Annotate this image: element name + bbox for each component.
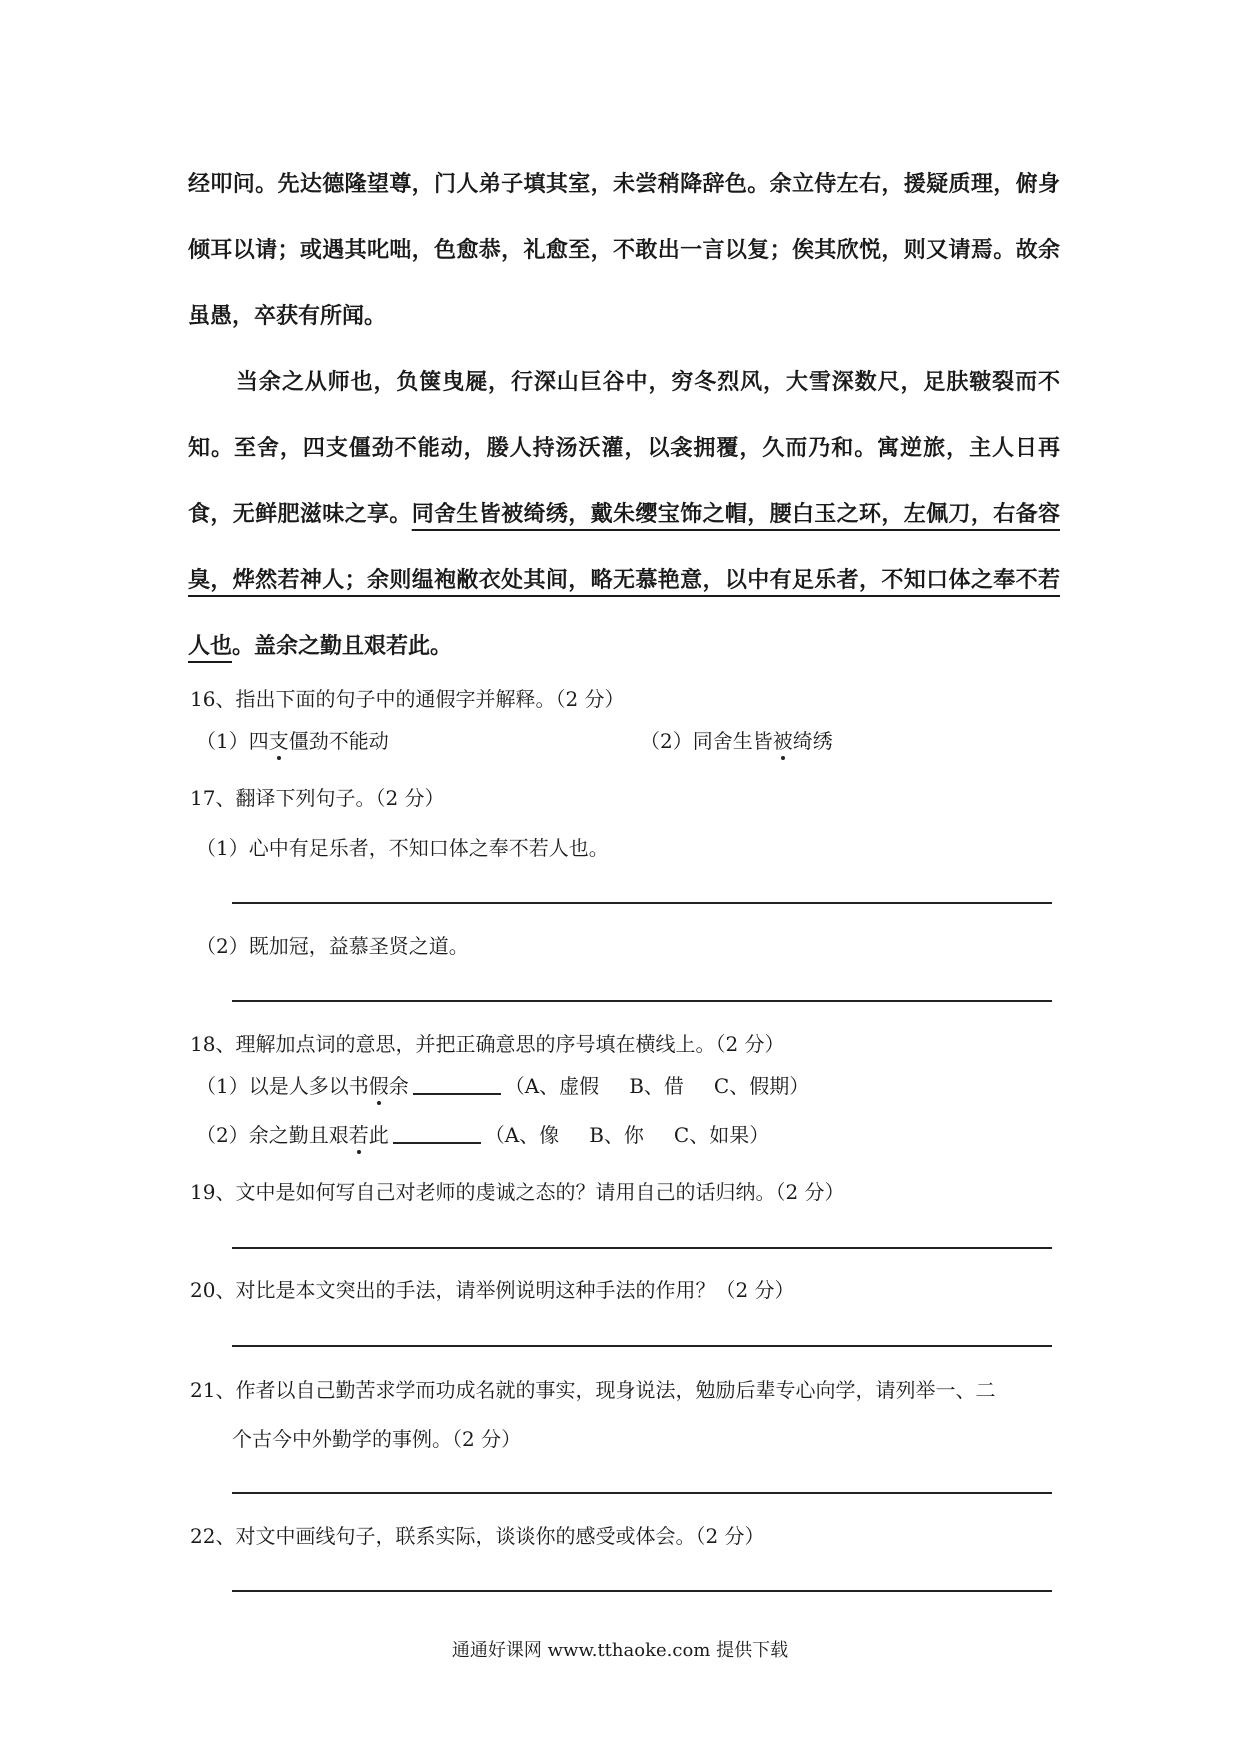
dotted-char: 被 (773, 725, 793, 754)
passage-paragraph-1 (188, 152, 1060, 350)
passage-text-1: 经叩问。先达德隆望尊，门人弟子填其室，未尝稍降辞色。余立侍左右，援疑质理，俯身倾耳以请；或遇其叱咄，色愈恭，礼愈至，不敢出一言以复；俟其欣悦，则又请焉。故余虽愚，卒获有所闻。 (188, 172, 1060, 329)
question-16-title: 16、指出下面的句子中的通假字并解释。（2 分） (190, 687, 625, 711)
passage-text-2 (188, 350, 1060, 680)
question-16-item-1: （1）四支僵劲不能动 (196, 725, 389, 754)
answer-line-17-1[interactable] (232, 902, 1052, 904)
fill-blank-18-1[interactable] (413, 1075, 501, 1095)
passage-text-2-before: 当余之从师也，负箧曳屣，行深山巨谷中，穷冬烈风，大雪深数尺，足肤皲裂而不知。至舍，四支僵劲不能动，媵人持汤沃灌，以衾拥覆，久而乃和。寓逆旅，主人日再食，无鲜肥滋味之享。 (188, 370, 1060, 527)
question-17-title: 17、翻译下列句子。（2 分） (190, 786, 445, 810)
question-17-item-2: （2）既加冠，益慕圣贤之道。 (196, 934, 469, 958)
question-18-item-2: （2）余之勤且艰若此 （A、像 B、你 C、如果） (196, 1119, 769, 1148)
dotted-char: 假 (369, 1070, 389, 1099)
question-18-title: 18、理解加点词的意思，并把正确意思的序号填在横线上。（2 分） (190, 1032, 785, 1056)
question-21-line-2: 个古今中外勤学的事例。（2 分） (232, 1427, 522, 1451)
question-16-item-2: （2）同舍生皆被绮绣 (640, 725, 833, 754)
page-footer: 通通好课网 www.tthaoke.com 提供下载 (451, 1640, 789, 1661)
question-21-line-1: 21、作者以自己勤苦求学而功成名就的事实，现身说法，勉励后辈专心向学，请列举一、二 (190, 1378, 996, 1402)
answer-line-17-2[interactable] (232, 1000, 1052, 1002)
question-20-title: 20、对比是本文突出的手法，请举例说明这种手法的作用？（2 分） (190, 1278, 795, 1302)
dotted-char: 支 (269, 725, 289, 754)
answer-line-19[interactable] (232, 1247, 1052, 1249)
question-17-item-1: （1）心中有足乐者，不知口体之奉不若人也。 (196, 836, 609, 860)
underlined-sentence: 同舍生皆被绮绣，戴朱缨宝饰之帽，腰白玉之环，左佩刀，右备容臭，烨然若神人；余则缊袍敝衣处其间，略无慕艳意，以中有足乐者，不知口体之奉不若人也 (188, 502, 1060, 659)
question-18-item-1: （1）以是人多以书假余 （A、虚假 B、借 C、假期） (196, 1070, 809, 1099)
answer-line-20[interactable] (232, 1345, 1052, 1347)
question-22-title: 22、对文中画线句子，联系实际，谈谈你的感受或体会。（2 分） (190, 1524, 765, 1548)
passage-paragraph-2 (188, 350, 1060, 680)
answer-line-21[interactable] (232, 1492, 1052, 1494)
dotted-char: 若 (349, 1119, 369, 1148)
answer-line-22[interactable] (232, 1590, 1052, 1592)
passage-text-2-after: 。盖余之勤且艰若此。 (232, 634, 453, 659)
question-19-title: 19、文中是如何写自己对老师的虔诚之态的？请用自己的话归纳。（2 分） (190, 1180, 845, 1204)
fill-blank-18-2[interactable] (393, 1124, 481, 1144)
